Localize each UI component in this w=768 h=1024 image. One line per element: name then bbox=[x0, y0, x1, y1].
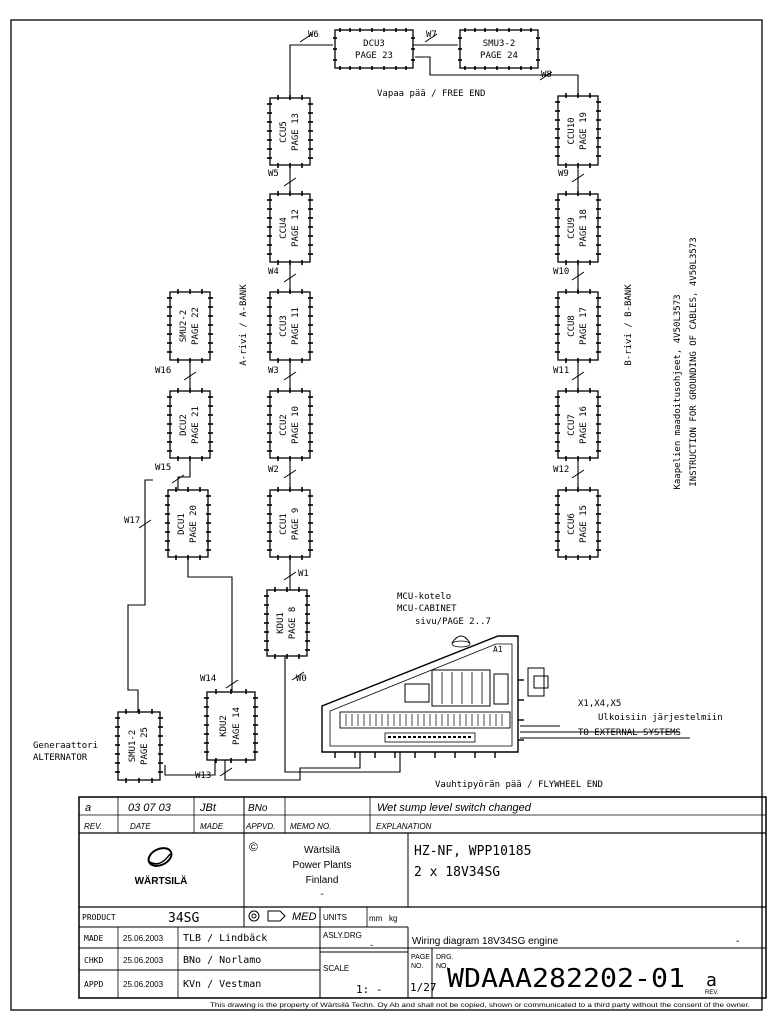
module-ccu1[interactable] bbox=[267, 487, 313, 560]
wire-label-w3: W3 bbox=[268, 366, 279, 376]
checked-label: CHKD bbox=[84, 956, 104, 965]
ownership-notice: This drawing is the property of Wärtsilä Techn. Oy Ab and shall not be copied, shown or communicated to a third party without the consent of the owner. bbox=[210, 1003, 751, 1009]
module-name: CCU4 bbox=[279, 217, 289, 239]
mcu-cabinet-label-fi: MCU-kotelo bbox=[397, 592, 452, 602]
module-name: CCU5 bbox=[279, 121, 289, 143]
external-systems-fi: Ulkoisiin järjestelmiin bbox=[598, 713, 723, 723]
wire-label-w7: W7 bbox=[426, 30, 437, 40]
checked-by: BNo / Norlamo bbox=[183, 955, 262, 966]
module-page: PAGE 15 bbox=[579, 505, 589, 543]
module-name: CCU2 bbox=[279, 414, 289, 436]
module-page: PAGE 23 bbox=[355, 51, 393, 61]
wartsila-logo-icon bbox=[146, 845, 175, 870]
module-page: PAGE 8 bbox=[288, 606, 298, 640]
date-header: DATE bbox=[130, 822, 151, 831]
revision-made: JBt bbox=[200, 802, 216, 814]
module-ccu10[interactable] bbox=[555, 93, 601, 168]
wire-label-w14: W14 bbox=[200, 674, 217, 684]
module-page: PAGE 16 bbox=[579, 406, 589, 444]
med-label: MED bbox=[292, 911, 317, 923]
copyright-symbol: © bbox=[249, 840, 258, 854]
wire-label-w12: W12 bbox=[553, 465, 570, 475]
approved-date: 25.06.2003 bbox=[123, 980, 164, 989]
module-smu1-2[interactable] bbox=[115, 709, 163, 783]
alternator-label-en: ALTERNATOR bbox=[33, 753, 88, 763]
module-name: CCU1 bbox=[279, 513, 289, 535]
module-page: PAGE 14 bbox=[232, 707, 242, 745]
project-engines: 2 x 18V34SG bbox=[414, 865, 501, 880]
module-ccu5[interactable] bbox=[267, 95, 313, 168]
module-dcu2[interactable] bbox=[167, 388, 213, 461]
module-kdu1[interactable] bbox=[264, 587, 310, 659]
explanation-header: EXPLANATION bbox=[376, 822, 432, 831]
module-ccu8[interactable] bbox=[555, 289, 601, 363]
module-ccu3[interactable] bbox=[267, 289, 313, 363]
module-page: PAGE 10 bbox=[291, 406, 301, 444]
wire-label-w11: W11 bbox=[553, 366, 570, 376]
scale-label: SCALE bbox=[323, 964, 350, 973]
module-page: PAGE 13 bbox=[291, 113, 301, 151]
drawing-description-dash: - bbox=[736, 936, 740, 947]
module-page: PAGE 11 bbox=[291, 307, 301, 345]
revision-label: REV. bbox=[705, 990, 719, 996]
module-name: CCU10 bbox=[567, 117, 577, 145]
module-name: KDU1 bbox=[276, 612, 286, 634]
module-page: PAGE 17 bbox=[579, 307, 589, 345]
revision-letter: a bbox=[85, 802, 92, 814]
wire-label-w5: W5 bbox=[268, 169, 279, 179]
module-page: PAGE 19 bbox=[579, 112, 589, 150]
module-page: PAGE 18 bbox=[579, 209, 589, 247]
wire-label-w10: W10 bbox=[553, 267, 570, 277]
scale-value: 1: - bbox=[356, 983, 383, 996]
module-name: CCU6 bbox=[567, 513, 577, 535]
approved-label: APPD bbox=[84, 980, 104, 989]
module-name: DCU3 bbox=[363, 39, 385, 49]
b-bank-label: B-rivi / B-BANK bbox=[624, 284, 634, 366]
projection-symbol-icon bbox=[249, 911, 285, 921]
revision-approved: BNo bbox=[248, 803, 268, 814]
project-title: HZ-NF, WPP10185 bbox=[414, 844, 532, 859]
drawing-number: WDAAA282202-01 bbox=[447, 964, 685, 994]
mcu-cabinet-page: sivu/PAGE 2..7 bbox=[415, 617, 491, 627]
made-by: TLB / Lindbäck bbox=[183, 933, 268, 944]
module-dcu3[interactable] bbox=[333, 28, 415, 70]
mcu-cabinet[interactable] bbox=[322, 636, 690, 758]
units-mm: mm bbox=[369, 914, 383, 923]
page-number: 1/27 bbox=[410, 981, 437, 994]
module-page: PAGE 21 bbox=[191, 406, 201, 444]
wire-label-w0: W0 bbox=[296, 674, 307, 684]
rev-header: REV. bbox=[84, 822, 103, 831]
company-country: Finland bbox=[305, 875, 339, 886]
module-page: PAGE 12 bbox=[291, 209, 301, 247]
module-ccu6[interactable] bbox=[555, 487, 601, 560]
revision-explanation: Wet sump level switch changed bbox=[377, 802, 531, 814]
alternator-label-fi: Generaattori bbox=[33, 741, 99, 751]
company-name: Wärtsilä bbox=[303, 845, 341, 856]
drawing-label: DRG. bbox=[436, 954, 454, 961]
module-name: CCU3 bbox=[279, 315, 289, 337]
company-logo-text: WÄRTSILÄ bbox=[134, 876, 188, 887]
company-division: Power Plants bbox=[292, 860, 352, 871]
module-name: KDU2 bbox=[219, 715, 229, 737]
module-name: CCU9 bbox=[567, 217, 577, 239]
drawing-description: Wiring diagram 18V34SG engine bbox=[412, 936, 559, 947]
module-ccu7[interactable] bbox=[555, 388, 601, 461]
checked-date: 25.06.2003 bbox=[123, 956, 164, 965]
drawing-frame bbox=[11, 20, 762, 1010]
free-end-label: Vapaa pää / FREE END bbox=[377, 89, 486, 99]
memo-header: MEMO NO. bbox=[290, 822, 332, 831]
company-dash: - bbox=[320, 889, 324, 900]
module-page: PAGE 24 bbox=[480, 51, 518, 61]
module-name: SMU3-2 bbox=[482, 39, 516, 49]
module-dcu1[interactable] bbox=[165, 487, 211, 560]
page-no-label: NO. bbox=[411, 963, 424, 970]
module-name: CCU8 bbox=[567, 315, 577, 337]
wire-label-w16: W16 bbox=[155, 366, 172, 376]
product-label: PRODUCT bbox=[82, 913, 116, 922]
module-page: PAGE 22 bbox=[191, 307, 201, 345]
drawing-no-label: NO. bbox=[436, 963, 449, 970]
module-smu3-2[interactable] bbox=[458, 28, 540, 70]
module-smu2-2[interactable] bbox=[167, 289, 213, 363]
approved-by: KVn / Vestman bbox=[183, 979, 262, 990]
external-systems-en: TO EXTERNAL SYSTEMS bbox=[578, 728, 681, 738]
units-kg: kg bbox=[389, 914, 398, 923]
wire-label-w2: W2 bbox=[268, 465, 279, 475]
product-value: 34SG bbox=[168, 911, 200, 926]
wire-label-w8: W8 bbox=[541, 70, 552, 80]
module-name: SMU2-2 bbox=[179, 309, 189, 343]
module-ccu2[interactable] bbox=[267, 388, 313, 461]
module-page: PAGE 25 bbox=[140, 727, 150, 765]
units-label: UNITS bbox=[323, 913, 347, 922]
a1-label: A1 bbox=[493, 645, 503, 654]
module-name: DCU2 bbox=[179, 414, 189, 436]
made-date: 25.06.2003 bbox=[123, 934, 164, 943]
wire-label-w4: W4 bbox=[268, 267, 279, 277]
module-page: PAGE 9 bbox=[291, 507, 301, 541]
module-ccu4[interactable] bbox=[267, 191, 313, 265]
wire-label-w1: W1 bbox=[298, 569, 309, 579]
flywheel-end-label: Vauhtipyörän pää / FLYWHEEL END bbox=[435, 780, 603, 790]
module-ccu9[interactable] bbox=[555, 191, 601, 265]
module-name: CCU7 bbox=[567, 414, 577, 436]
a-bank-label: A-rivi / A-BANK bbox=[239, 284, 249, 366]
module-name: DCU1 bbox=[177, 513, 187, 535]
made-label: MADE bbox=[84, 934, 104, 943]
made-header: MADE bbox=[200, 822, 224, 831]
external-connectors: X1,X4,X5 bbox=[578, 699, 622, 709]
wire-label-w17: W17 bbox=[124, 516, 141, 526]
page-label: PAGE bbox=[411, 954, 430, 961]
appvd-header: APPVD. bbox=[246, 822, 276, 831]
wire-label-w6: W6 bbox=[308, 30, 319, 40]
module-kdu2[interactable] bbox=[204, 689, 258, 763]
module-page: PAGE 20 bbox=[189, 505, 199, 543]
assembly-drawing-label: ASLY.DRG bbox=[323, 931, 362, 940]
assembly-drawing-value: - bbox=[370, 940, 373, 950]
grounding-instruction-en: INSTRUCTION FOR GROUNDING OF CABLES, 4V50L3573 bbox=[689, 237, 699, 487]
revision-date: 03 07 03 bbox=[128, 802, 171, 814]
mcu-cabinet-label-en: MCU-CABINET bbox=[397, 604, 457, 614]
wire-label-w15: W15 bbox=[155, 463, 172, 473]
wire-label-w13: W13 bbox=[195, 771, 212, 781]
revision-value: a bbox=[706, 970, 717, 991]
wire-label-w9: W9 bbox=[558, 169, 569, 179]
grounding-instruction-fi: Kaapelien maadoitusohjeet, 4V50L3573 bbox=[673, 294, 683, 490]
module-name: SMU1-2 bbox=[128, 729, 138, 763]
